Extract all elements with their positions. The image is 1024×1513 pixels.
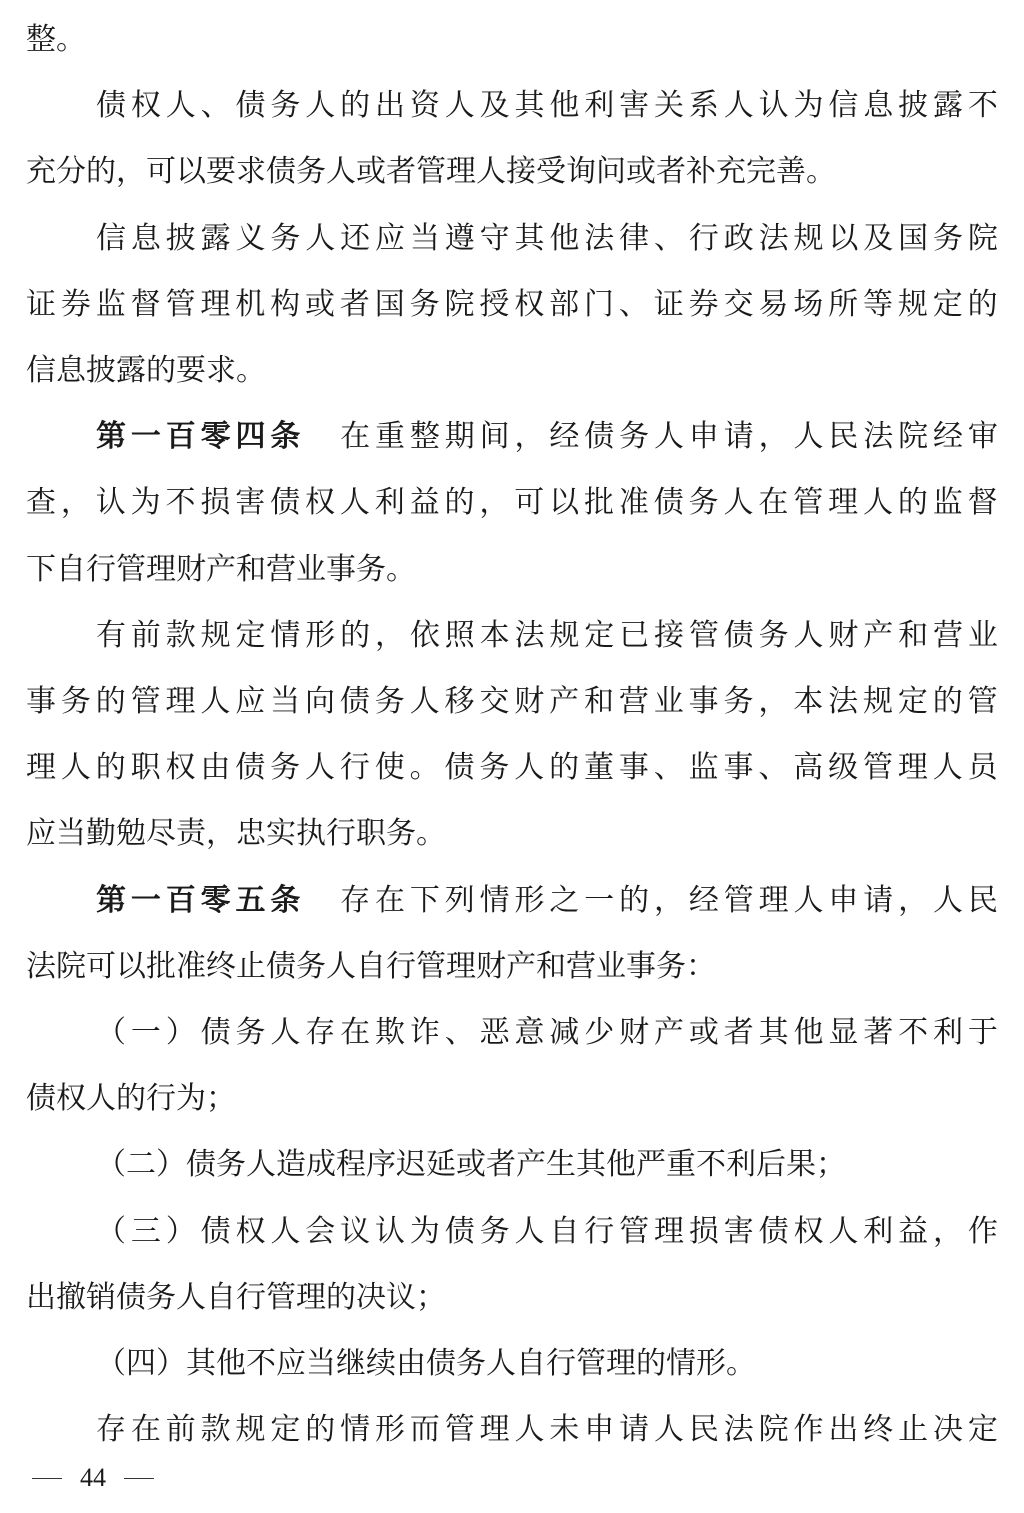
text-line: 有 前 款 规 定 情 形 的 ， 依 照 本 法 规 定 已 接 管 债 务 人 财 产 和 营 业 [96,617,998,653]
text-line [26,1342,998,1386]
footer-dash-right [124,1478,154,1479]
line-text: 下自行管理财产和营业事务。 [26,551,416,587]
line-text: 债权人的行为； [26,1081,236,1117]
text-line: 存 在 前 款 规 定 的 情 形 而 管 理 人 未 申 请 人 民 法 院 作 出 终 止 决 定 [96,1412,998,1448]
text-line: （ 一 ） 债 务 人 存 在 欺 诈 、 恶 意 减 少 财 产 或 者 其 他 显 著 不 利 于 [96,1015,998,1050]
footer-dash-left [32,1478,62,1479]
line-text: 信息披露的要求。 [26,353,266,388]
text-line: 理 人 的 职 权 由 债 务 人 行 使 。 债 务 人 的 董 事 、 监 事 、 高 级 管 理 人 员 [26,750,998,786]
line-text: 充分的，可以要求债务人或者管理人接受询问或者补充完善。 [26,154,836,190]
line-text: （四）其他不应当继续由债务人自行管理的情形。 [96,1346,756,1381]
text-line: 证 券 监 督 管 理 机 构 或 者 国 务 院 授 权 部 门 、 证 券 交 易 场 所 等 规 定 的 [26,286,998,322]
line-text: 法院可以批准终止债务人自行管理财产和营业事务： [26,948,716,984]
text-line: （ 三 ） 债 权 人 会 议 认 为 债 务 人 自 行 管 理 损 害 债 权 人 利 益 ， 作 [96,1213,998,1249]
text-line [26,1143,998,1187]
text-line: 查 ， 认 为 不 损 害 债 权 人 利 益 的 ， 可 以 批 准 债 务 人 在 管 理 人 的 监 督 [26,485,998,521]
text-line: 债 权 人 、 债 务 人 的 出 资 人 及 其 他 利 害 关 系 人 认 为 信 息 披 露 不 [96,88,998,124]
text-line [26,548,998,592]
text-line [26,812,998,856]
text-line: 第 一 百 零 五 条 存 在 下 列 情 形 之 一 的 ， 经 管 理 人 申 请 ， 人 民 [96,882,998,918]
line-text: 整。 [26,22,86,57]
line-text: （二）债务人造成程序迟延或者产生其他严重不利后果； [96,1147,846,1183]
text-line [26,150,998,194]
line-text: 出撤销债务人自行管理的决议； [26,1279,446,1315]
text-line [26,18,998,62]
text-line: 第 一 百 零 四 条 在 重 整 期 间 ， 经 债 务 人 申 请 ， 人 民 法 院 经 审 [96,419,998,455]
line-text: 应当勤勉尽责，忠实执行职务。 [26,816,446,852]
page-footer [32,1458,154,1498]
text-line [26,945,998,989]
text-line: 事 务 的 管 理 人 应 当 向 债 务 人 移 交 财 产 和 营 业 事 务 ， 本 法 规 定 的 管 [26,684,998,719]
text-line [26,349,998,393]
page-number: 44 [80,1463,106,1492]
text-line: 信 息 披 露 义 务 人 还 应 当 遵 守 其 他 法 律 、 行 政 法 规 以 及 国 务 院 [96,220,998,256]
text-line [26,1276,998,1320]
text-line [26,1077,998,1121]
